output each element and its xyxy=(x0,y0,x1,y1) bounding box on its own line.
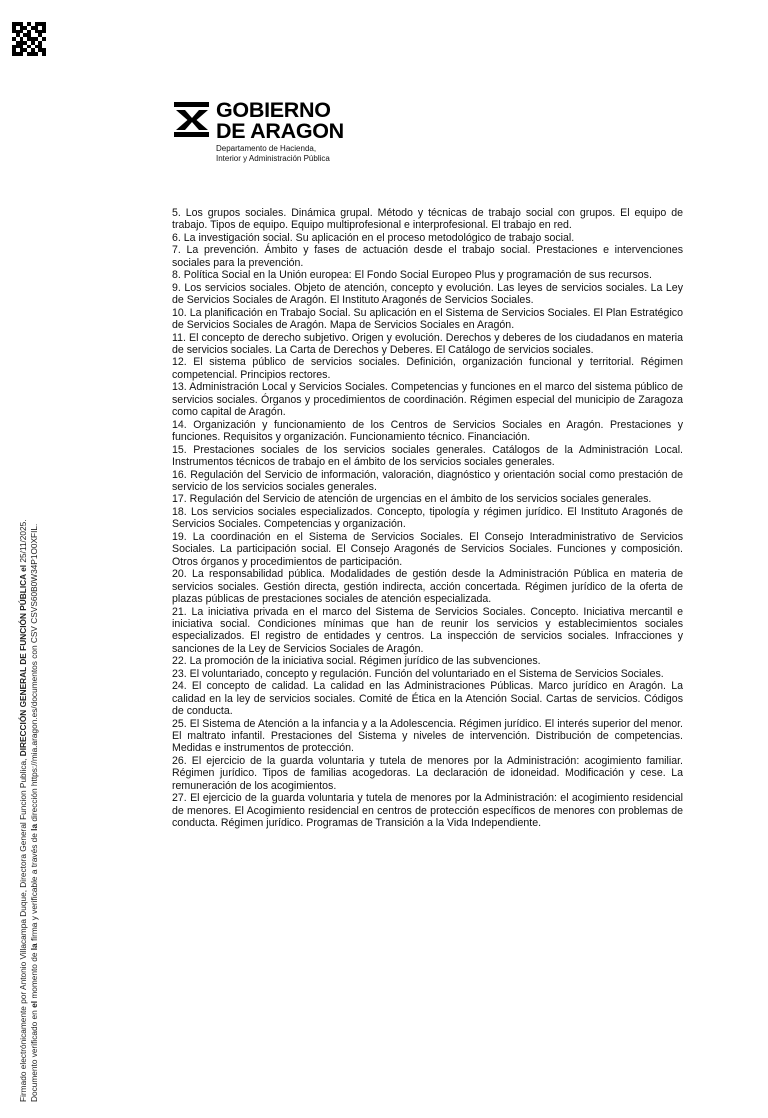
list-item: 14. Organización y funcionamiento de los Centros de Servicios Sociales en Aragón. Prestaciones y funciones. Requisitos y organización. Funcionamiento técnico. Financiación. xyxy=(172,418,683,444)
list-item: 21. La iniciativa privada en el marco del Sistema de Servicios Sociales. Concepto. Iniciativa mercantil e iniciativa social. Condiciones mínimas que han de reunir los servicios y establecimientos sociales especializados. El registro de entidades y centros. La inspección de servicios sociales. Infracciones y sanciones de la Ley de Servicios Sociales de Aragón. xyxy=(172,605,683,655)
side-note-bold: la xyxy=(29,943,39,951)
csv-code: CSVS60B0W34P1O0XFIL. xyxy=(29,523,39,624)
list-item: 16. Regulación del Servicio de información, valoración, diagnóstico y orientación social como prestación de servicio de los servicios sociales generales. xyxy=(172,468,683,493)
aragon-emblem-icon xyxy=(174,101,210,139)
list-item: 10. La planificación en Trabajo Social. Su aplicación en el Sistema de Servicios Sociales. El Plan Estratégico de Servicios Sociales de Aragón. Mapa de Servicios Sociales en Aragón. xyxy=(172,306,683,332)
list-item: 7. La prevención. Ámbito y fases de actuación desde el trabajo social. Prestaciones e intervenciones sociales para la prevención. xyxy=(172,244,683,269)
department-line2: Interior y Administración Pública xyxy=(216,154,330,163)
list-item: 15. Prestaciones sociales de los servicios sociales generales. Catálogos de la Administración Local. Instrumentos técnicos de trabajo en el ámbito de los servicios sociales generales. xyxy=(172,443,683,469)
side-note-text: 25/11/2025. xyxy=(18,519,28,565)
list-item: 27. El ejercicio de la guarda voluntaria y tutela de menores por la Administración: el acogimiento residencial de menores. El Acogimiento residencial en centros de protección específicos de menores con problemas de conducta. Régimen jurídico. Programas de Transición a la Vida Independiente. xyxy=(172,792,683,830)
gobierno-aragon-logo xyxy=(174,100,374,164)
signature-side-note xyxy=(18,402,40,1102)
side-note-bold: la xyxy=(29,823,39,831)
list-item: 25. El Sistema de Atención a la infancia y a la Adolescencia. Régimen jurídico. El interés superior del menor. El maltrato infantil. Prestaciones del Sistema y niveles de intervención. Distribución de competencias. Medidas e instrumentos de protección. xyxy=(172,717,683,755)
side-note-text: dirección https://mia.aragon.es/documentos con CSV xyxy=(29,623,39,824)
side-note-line1 xyxy=(18,402,29,1102)
list-item: 12. El sistema público de servicios sociales. Definición, organización funcional y territorial. Régimen competencial. Principios rectores. xyxy=(172,356,683,381)
side-note-text: firma y verificable a través de xyxy=(29,830,39,944)
side-note-text: momento de xyxy=(29,950,39,1001)
logo-title xyxy=(216,100,344,142)
list-item: 23. El voluntariado, concepto y regulación. Función del voluntariado en el Sistema de Servicios Sociales. xyxy=(172,667,664,680)
list-item: 24. El concepto de calidad. La calidad en las Administraciones Públicas. Marco jurídico en Aragón. La calidad en la ley de servicios sociales. Comité de Ética en la Atención Social. Cartas de servicios. Códigos de conducta. xyxy=(172,680,683,718)
list-item: 20. La responsabilidad pública. Modalidades de gestión desde la Administración Pública en materia de servicios sociales. Gestión directa, gestión indirecta, acción concertada. Régimen jurídico de la oferta de plazas públicas de prestaciones sociales de atención especializada. xyxy=(172,568,683,606)
list-item: 9. Los servicios sociales. Objeto de atención, concepto y evolución. Las leyes de servicios sociales. La Ley de Servicios Sociales de Aragón. El Instituto Aragonés de Servicios Sociales. xyxy=(172,281,683,307)
list-item: 17. Regulación del Servicio de atención de urgencias en el ámbito de los servicios sociales generales. xyxy=(172,493,652,506)
logo-line2: DE ARAGON xyxy=(216,119,344,143)
side-note-bold: DIRECCIÓN GENERAL DE FUNCIÓN PÚBLICA el xyxy=(18,564,28,757)
list-item: 26. El ejercicio de la guarda voluntaria y tutela de menores por la Administración: acogimiento familiar. Régimen jurídico. Tipos de familias acogedoras. La declaración de idoneidad. Modificación y cese. La remuneración de los acogimientos. xyxy=(172,754,683,792)
list-item: 19. La coordinación en el Sistema de Servicios Sociales. El Consejo Interadministrativo de Servicios Sociales. La participación social. El Consejo Aragonés de Servicios Sociales. Funciones y composición. Otros órganos y procedimientos de participación. xyxy=(172,530,683,568)
syllabus-list xyxy=(172,207,683,830)
list-item: 6. La investigación social. Su aplicación en el proceso metodológico de trabajo social. xyxy=(172,231,575,244)
department-name xyxy=(216,144,330,164)
list-item: 18. Los servicios sociales especializados. Concepto, tipología y régimen jurídico. El Instituto Aragonés de Servicios Sociales. Competencias y organización. xyxy=(172,505,683,531)
side-note-text: Firmado electrónicamente por Antonio Villacampa Duque, Directora General Funcion Publica, xyxy=(18,756,28,1102)
list-item: 5. Los grupos sociales. Dinámica grupal. Método y técnicas de trabajo social con grupos. El equipo de trabajo. Tipos de equipo. Equipo multiprofesional e interprofesional. El trabajo en red. xyxy=(172,207,683,232)
side-note-bold: el xyxy=(29,1000,39,1008)
qr-code xyxy=(12,22,46,56)
list-item: 8. Política Social en la Unión europea: El Fondo Social Europeo Plus y programación de sus recursos. xyxy=(172,269,652,282)
department-line1: Departamento de Hacienda, xyxy=(216,144,317,153)
side-note-text: Documento verificado en xyxy=(29,1007,39,1102)
list-item: 22. La promoción de la iniciativa social. Régimen jurídico de las subvenciones. xyxy=(172,655,541,668)
side-note-line2 xyxy=(29,402,40,1102)
logo-line1: GOBIERNO xyxy=(216,98,331,122)
list-item: 13. Administración Local y Servicios Sociales. Competencias y funciones en el marco del sistema público de servicios sociales. Órganos y procedimientos de coordinación. Régimen especial del municipio de Zaragoza como capital de Aragón. xyxy=(172,381,683,419)
list-item: 11. El concepto de derecho subjetivo. Origen y evolución. Derechos y deberes de los ciudadanos en materia de servicios sociales. La Carta de Derechos y Deberes. El Catálogo de servicios sociales. xyxy=(172,331,683,356)
